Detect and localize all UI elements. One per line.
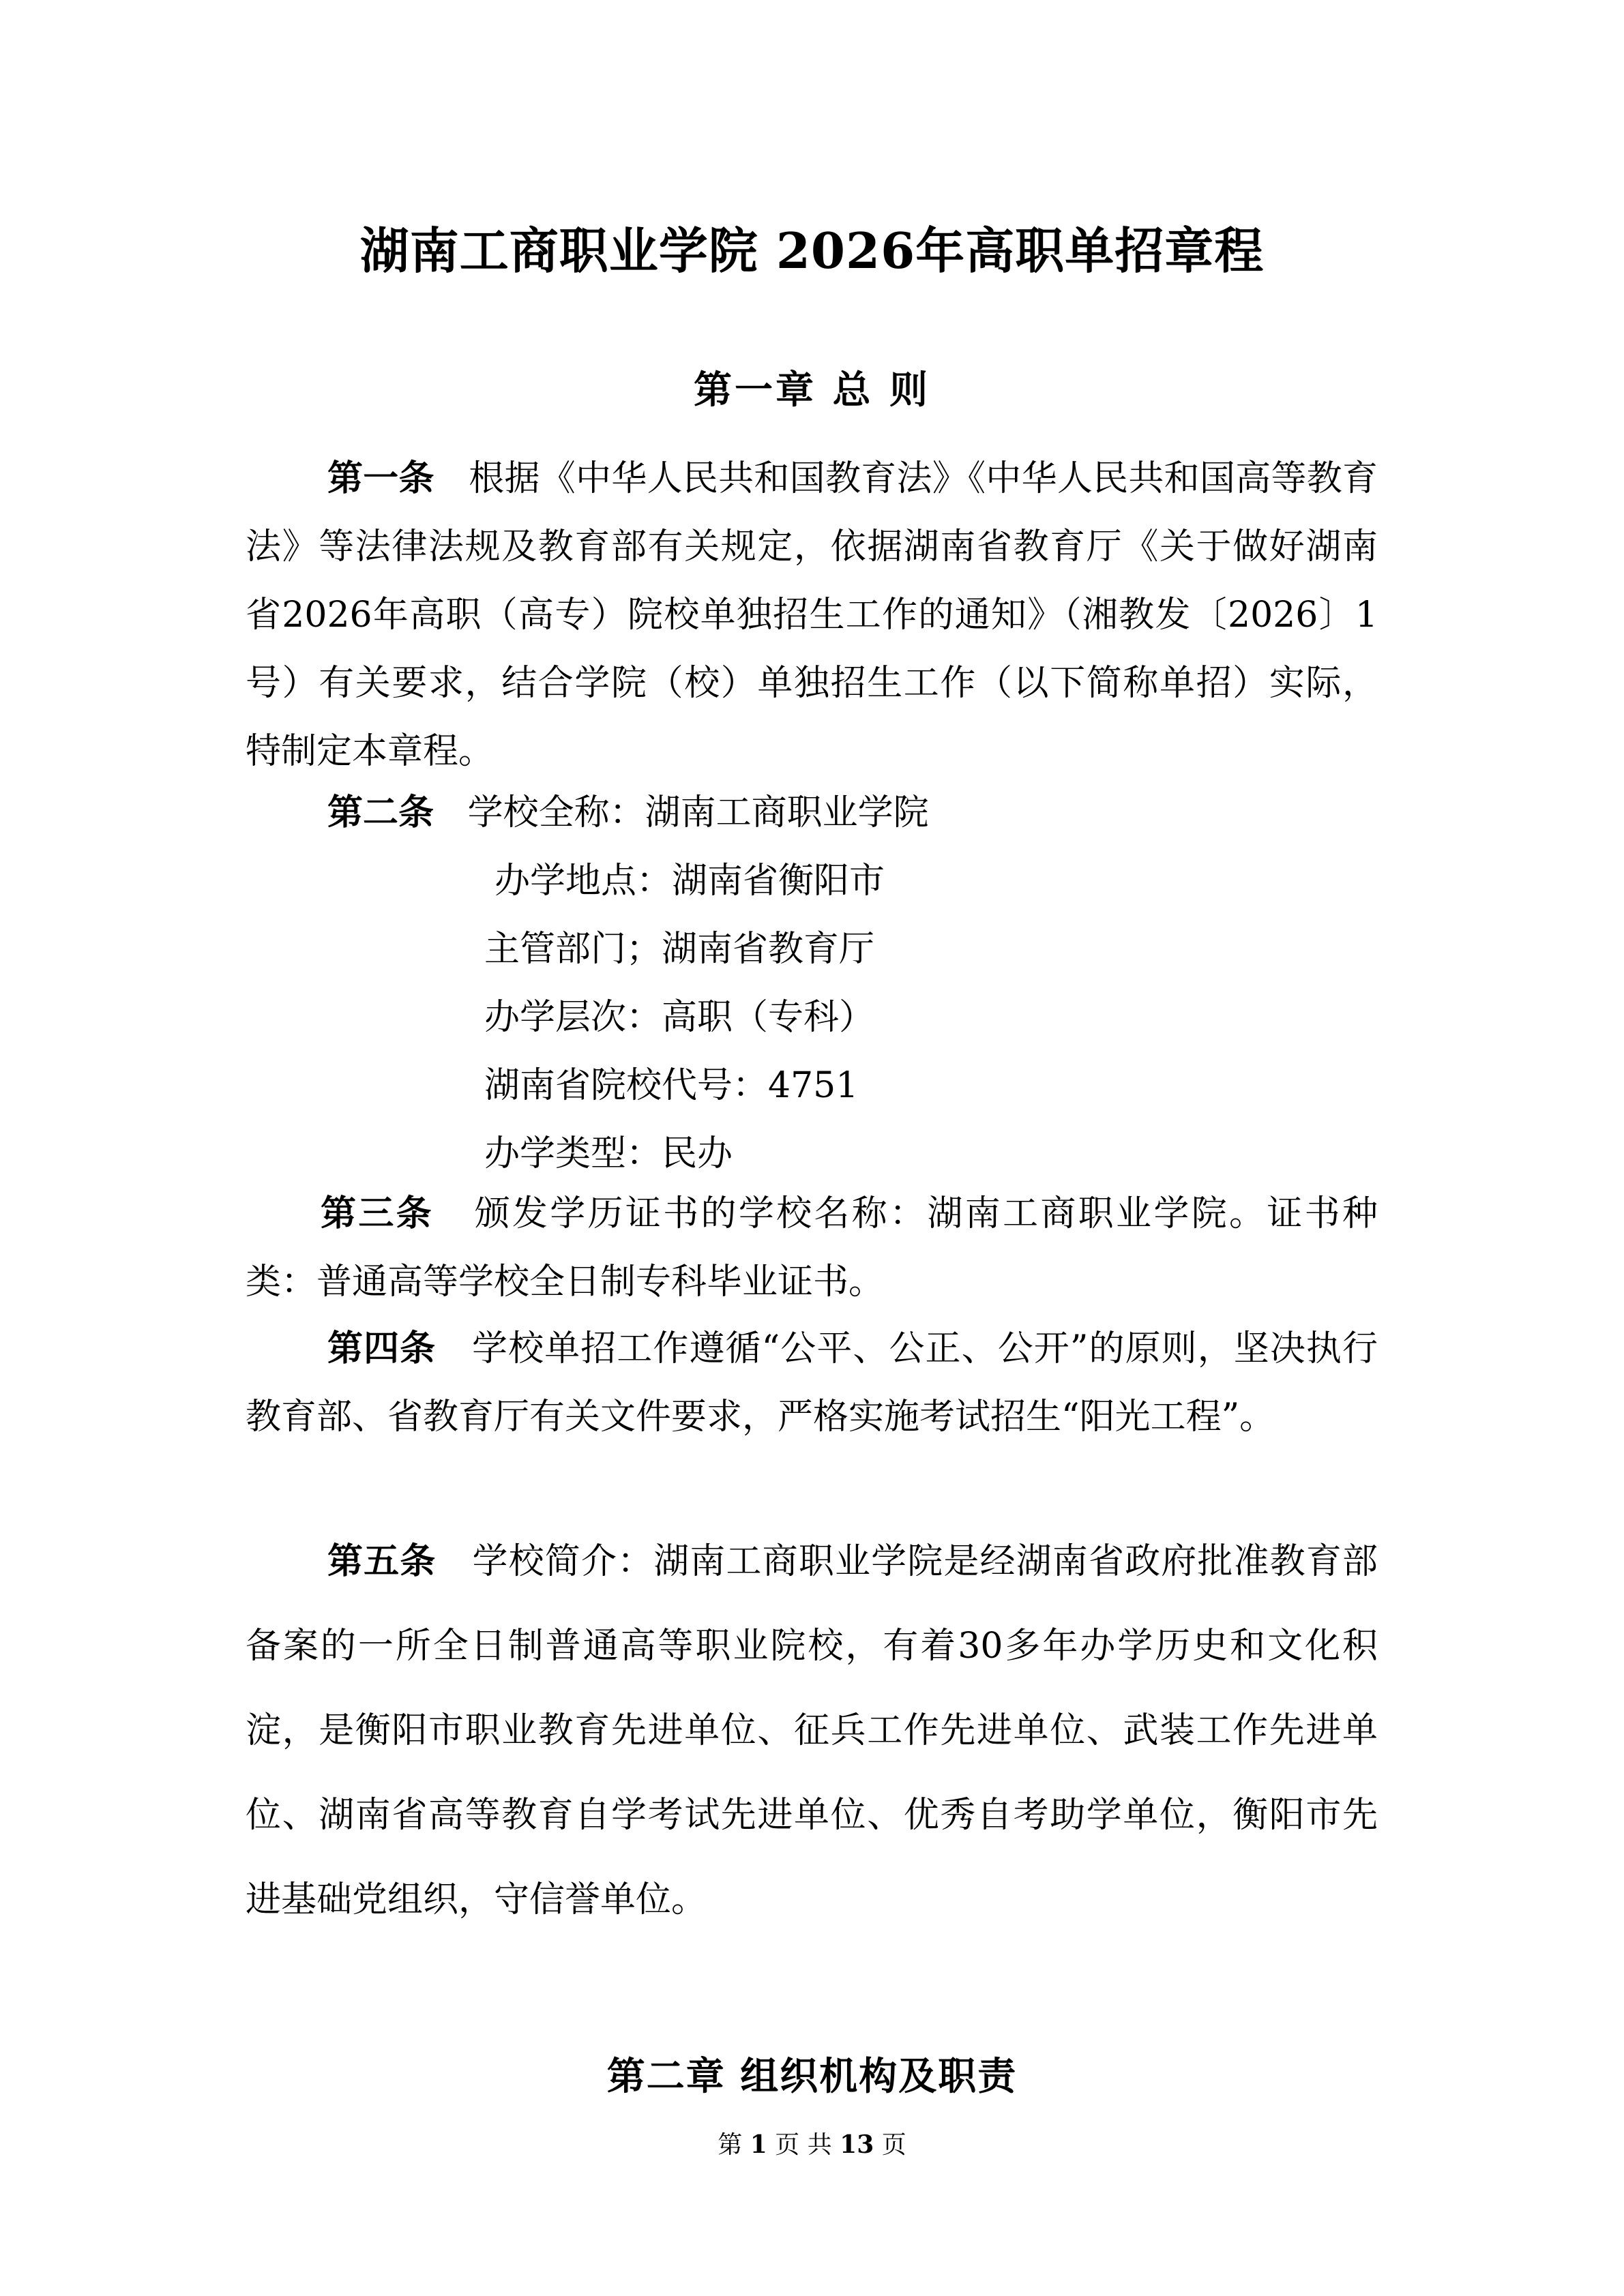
article-2 xyxy=(246,779,1378,847)
article-2-full-name: 学校全称：湖南工商职业学院 xyxy=(467,792,929,833)
article-2-label: 第二条 xyxy=(327,792,434,833)
document-title: 湖南工商职业学院 2026年高职单招章程 xyxy=(359,222,1265,280)
article-2-code: 湖南省院校代号：4751 xyxy=(484,1065,859,1106)
footer-prefix: 第 xyxy=(718,2131,743,2159)
article-1-text: 根据《中华人民共和国教育法》《中华人民共和国高等教育法》等法律法规及教育部有关规定，依据湖南省教育厅《关于做好湖南省2026年高职（高专）院校单独招生工作的通知》（湘教发〔2026〕1号）有关要求，结合学院（校）单独招生工作（以下简称单招）实际，特制定本章程。 xyxy=(246,458,1378,772)
footer-middle: 页 共 xyxy=(775,2131,832,2159)
article-1 xyxy=(246,445,1378,786)
footer-suffix: 页 xyxy=(881,2131,906,2159)
article-3-text: 颁发学历证书的学校名称：湖南工商职业学院。证书种类：普通高等学校全日制专科毕业证书。 xyxy=(246,1193,1378,1302)
article-5 xyxy=(246,1519,1378,1942)
article-2-location: 办学地点：湖南省衡阳市 xyxy=(494,861,885,901)
article-4-text: 学校单招工作遵循“公平、公正、公开”的原则，坚决执行教育部、省教育厅有关文件要求，严格实施考试招生“阳光工程”。 xyxy=(246,1328,1378,1437)
article-4 xyxy=(246,1315,1378,1451)
current-page-number: 1 xyxy=(750,2130,767,2159)
article-2-type: 办学类型：民办 xyxy=(484,1133,733,1174)
page-footer xyxy=(0,2128,1624,2162)
article-2-level: 办学层次：高职（专科） xyxy=(484,997,875,1038)
article-5-text: 学校简介：湖南工商职业学院是经湖南省政府批准教育部备案的一所全日制普通高等职业院校，有着30多年办学历史和文化积淀，是衡阳市职业教育先进单位、征兵工作先进单位、武装工作先进单位、湖南省高等教育自学考试先进单位、优秀自考助学单位，衡阳市先进基础党组织，守信誉单位。 xyxy=(246,1541,1378,1920)
article-1-label: 第一条 xyxy=(327,458,434,499)
chapter-2-title: 第二章 组织机构及职责 xyxy=(606,2054,1018,2099)
chapter-1-title: 第一章 总 则 xyxy=(694,368,930,413)
article-2-authority: 主管部门；湖南省教育厅 xyxy=(484,929,875,970)
total-page-count: 13 xyxy=(840,2130,874,2159)
article-3-label: 第三条 xyxy=(321,1193,434,1234)
article-4-label: 第四条 xyxy=(327,1328,437,1369)
article-5-label: 第五条 xyxy=(327,1540,437,1582)
article-3 xyxy=(246,1180,1378,1316)
